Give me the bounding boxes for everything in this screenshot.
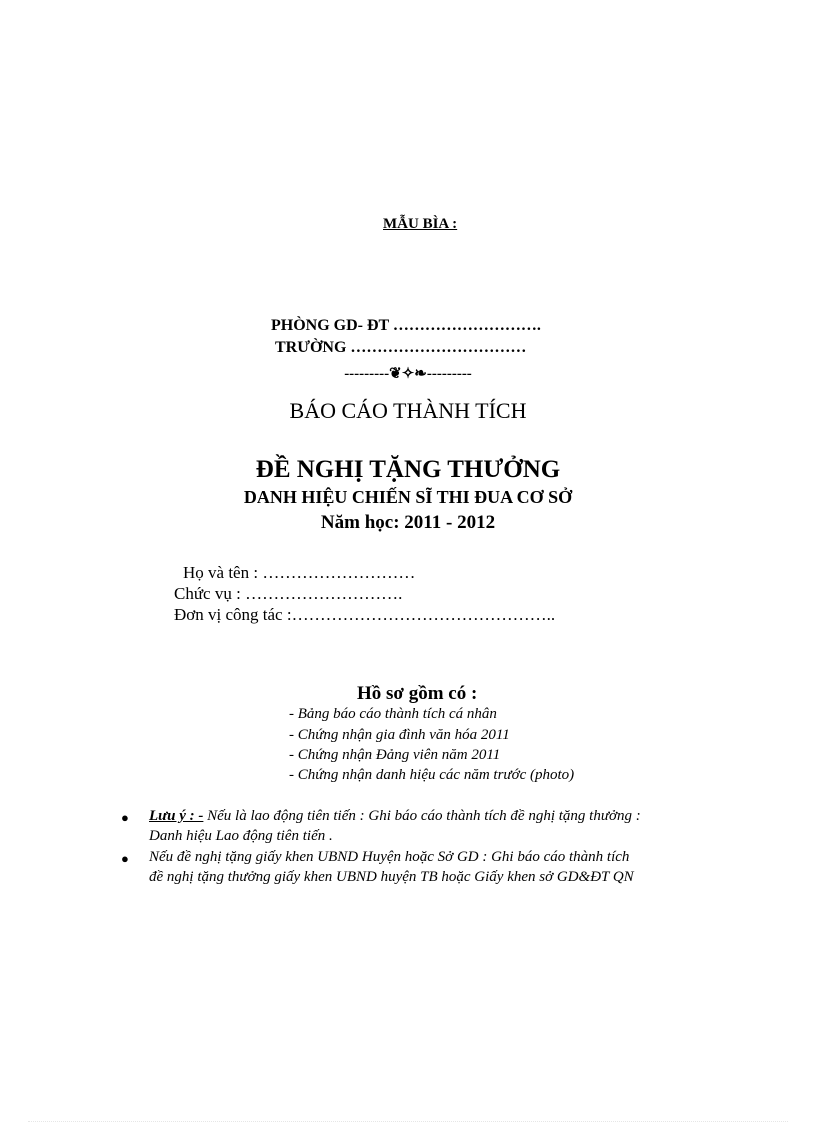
full-name-field: Họ và tên : ……………………… [183,563,416,582]
report-title: BÁO CÁO THÀNH TÍCH [289,398,527,423]
ornament-divider: ---------❦✧❧--------- [344,366,472,382]
bullet-icon: ● [121,851,129,866]
department-line: PHÒNG GD- ĐT ………………………. [271,317,541,334]
page-bottom-border [28,1121,788,1122]
position-field: Chức vụ : ………………………. [174,584,403,603]
note-1-line-1: Nếu là lao động tiên tiến : Ghi báo cáo thành tích đề nghị tặng thưởng : [203,808,641,824]
bullet-icon: ● [121,810,129,825]
school-year: Năm học: 2011 - 2012 [320,512,496,533]
award-title: DANH HIỆU CHIẾN SĨ THI ĐUA CƠ SỞ [243,487,573,507]
note-item-1 [149,808,641,825]
note-label: Lưu ý : - [149,808,204,824]
dossier-item: - Chứng nhận Đảng viên năm 2011 [289,747,501,763]
dossier-item: - Chứng nhận gia đình văn hóa 2011 [289,727,510,743]
dossier-item: - Chứng nhận danh hiệu các năm trước (photo) [289,767,575,783]
work-unit-field: Đơn vị công tác :……………………………………….. [174,605,556,624]
school-line: TRƯỜNG …………………………… [275,339,527,356]
award-proposal-title: ĐỀ NGHỊ TẶNG THƯỞNG [255,456,561,483]
note-2-line-2: đề nghị tặng thưởng giấy khen UBND huyện TB hoặc Giấy khen sở GD&ĐT QN [149,869,634,885]
note-1-line-2: Danh hiệu Lao động tiên tiến . [149,828,333,844]
note-2-line-1: Nếu đề nghị tặng giấy khen UBND Huyện hoặc Sở GD : Ghi báo cáo thành tích [149,849,630,865]
cover-label: MẪU BÌA : [383,216,458,232]
dossier-heading: Hồ sơ gồm có : [357,683,478,704]
dossier-item: - Bảng báo cáo thành tích cá nhân [289,706,497,722]
